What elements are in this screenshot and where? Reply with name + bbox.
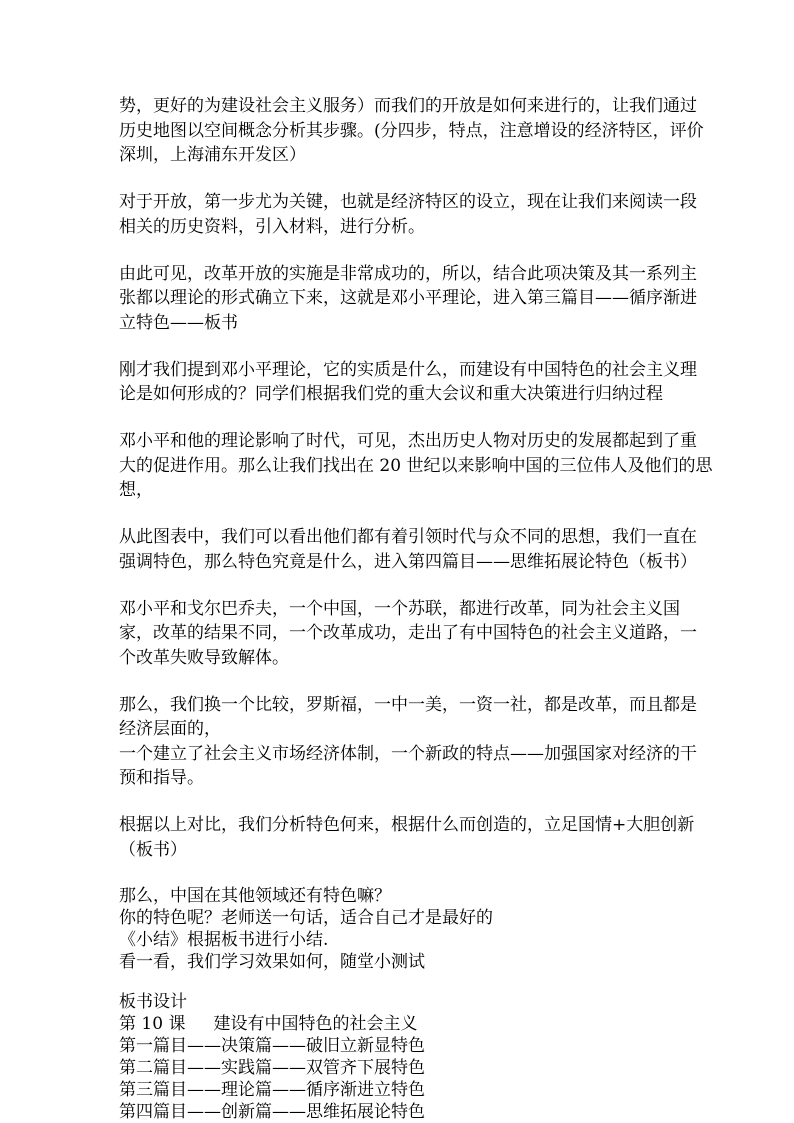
paragraph-theory-essence: [119, 358, 697, 407]
text-line: 那么，中国在其他领域还有特色嘛？: [119, 885, 391, 906]
text-line: 刚才我们提到邓小平理论，它的实质是什么，而建设有中国特色的社会主义理: [119, 359, 697, 380]
text-line: 想，: [119, 480, 153, 500]
lesson-title: 建设有中国特色的社会主义: [213, 1013, 418, 1034]
paragraph-characteristics-origin: [119, 813, 695, 862]
text-line: 预和指导。: [119, 768, 204, 788]
text-line: 历史地图以空间概念分析其步骤。(分四步，特点，注意增设的经济特区，评价: [119, 120, 704, 141]
paragraph-special-zones: [119, 190, 697, 239]
text-line: 势，更好的为建设社会主义服务）而我们的开放是如何来进行的，让我们通过: [119, 96, 697, 116]
text-line: 个改革失败导致解体。: [119, 647, 289, 668]
text-line: 对于开放，第一步尤为关键，也就是经济特区的设立，现在让我们来阅读一段: [119, 192, 697, 212]
board-lesson-title-line: [119, 1013, 679, 1035]
text-line: 根据以上对比，我们分析特色何来，根据什么而创造的，立足国情+大胆创新: [119, 815, 695, 835]
text-line: 强调特色，那么特色究竟是什么，进入第四篇目——思维拓展论特色（板书）: [119, 551, 697, 572]
text-line: 经济层面的，: [119, 719, 221, 739]
paragraph-deng-theory: [119, 262, 697, 336]
board-item: 第二篇目——实践篇——双管齐下展特色: [119, 1057, 425, 1078]
text-line: 立特色——板书: [119, 312, 238, 333]
lesson-number: 第 10 课: [119, 1013, 186, 1034]
text-line: （板书）: [119, 839, 187, 860]
text-line: 那么，我们换一个比较，罗斯福，一中一美，一资一社，都是改革，而且都是: [119, 694, 697, 715]
text-line: 邓小平和他的理论影响了时代，可见，杰出历史人物对历史的发展都起到了重: [119, 431, 697, 451]
board-item: 第三篇目——理论篇——循序渐进立特色: [119, 1079, 425, 1100]
board-item: 第四篇目——创新篇——思维拓展论特色: [119, 1101, 425, 1122]
board-design-section: [119, 991, 679, 1123]
text-line: 深圳，上海浦东开发区）: [119, 145, 306, 165]
paragraph-historical-figures: [119, 429, 713, 503]
board-item: 第一篇目——决策篇——破旧立新显特色: [119, 1035, 425, 1056]
text-line: 邓小平和戈尔巴乔夫，一个中国，一个苏联，都进行改革，同为社会主义国: [119, 598, 680, 619]
paragraph-comparison-roosevelt: [119, 693, 697, 791]
text-line: 由此可见，改革开放的实施是非常成功的，所以，结合此项决策及其一系列主: [119, 263, 697, 284]
board-design-heading: 板书设计: [119, 991, 187, 1012]
paragraph-comparison-gorbachev: [119, 597, 697, 671]
text-line: 相关的历史资料，引入材料，进行分析。: [119, 216, 425, 237]
text-line: 看一看，我们学习效果如何，随堂小测试: [119, 951, 425, 972]
text-line: 大的促进作用。那么让我们找出在 20 世纪以来影响中国的三位伟人及他们的思: [119, 455, 713, 476]
text-line: 家，改革的结果不同，一个改革成功，走出了有中国特色的社会主义道路，一: [119, 623, 697, 643]
text-line: 《小结》根据板书进行小结.: [119, 929, 329, 950]
text-line: 你的特色呢？老师送一句话，适合自己才是最好的: [119, 907, 493, 928]
text-line: 一个建立了社会主义市场经济体制，一个新政的特点——加强国家对经济的干: [119, 743, 697, 764]
document-page: [119, 94, 713, 1123]
text-line: 张都以理论的形式确立下来，这就是邓小平理论，进入第三篇目——循序渐进: [119, 288, 697, 308]
paragraph-open-policy-intro: [119, 94, 704, 168]
text-line: 从此图表中，我们可以看出他们都有着引领时代与众不同的思想，我们一直在: [119, 527, 697, 547]
text-line: 论是如何形成的？同学们根据我们党的重大会议和重大决策进行归纳过程: [119, 384, 663, 404]
closing-section: [119, 885, 679, 973]
paragraph-chart-analysis: [119, 525, 697, 574]
